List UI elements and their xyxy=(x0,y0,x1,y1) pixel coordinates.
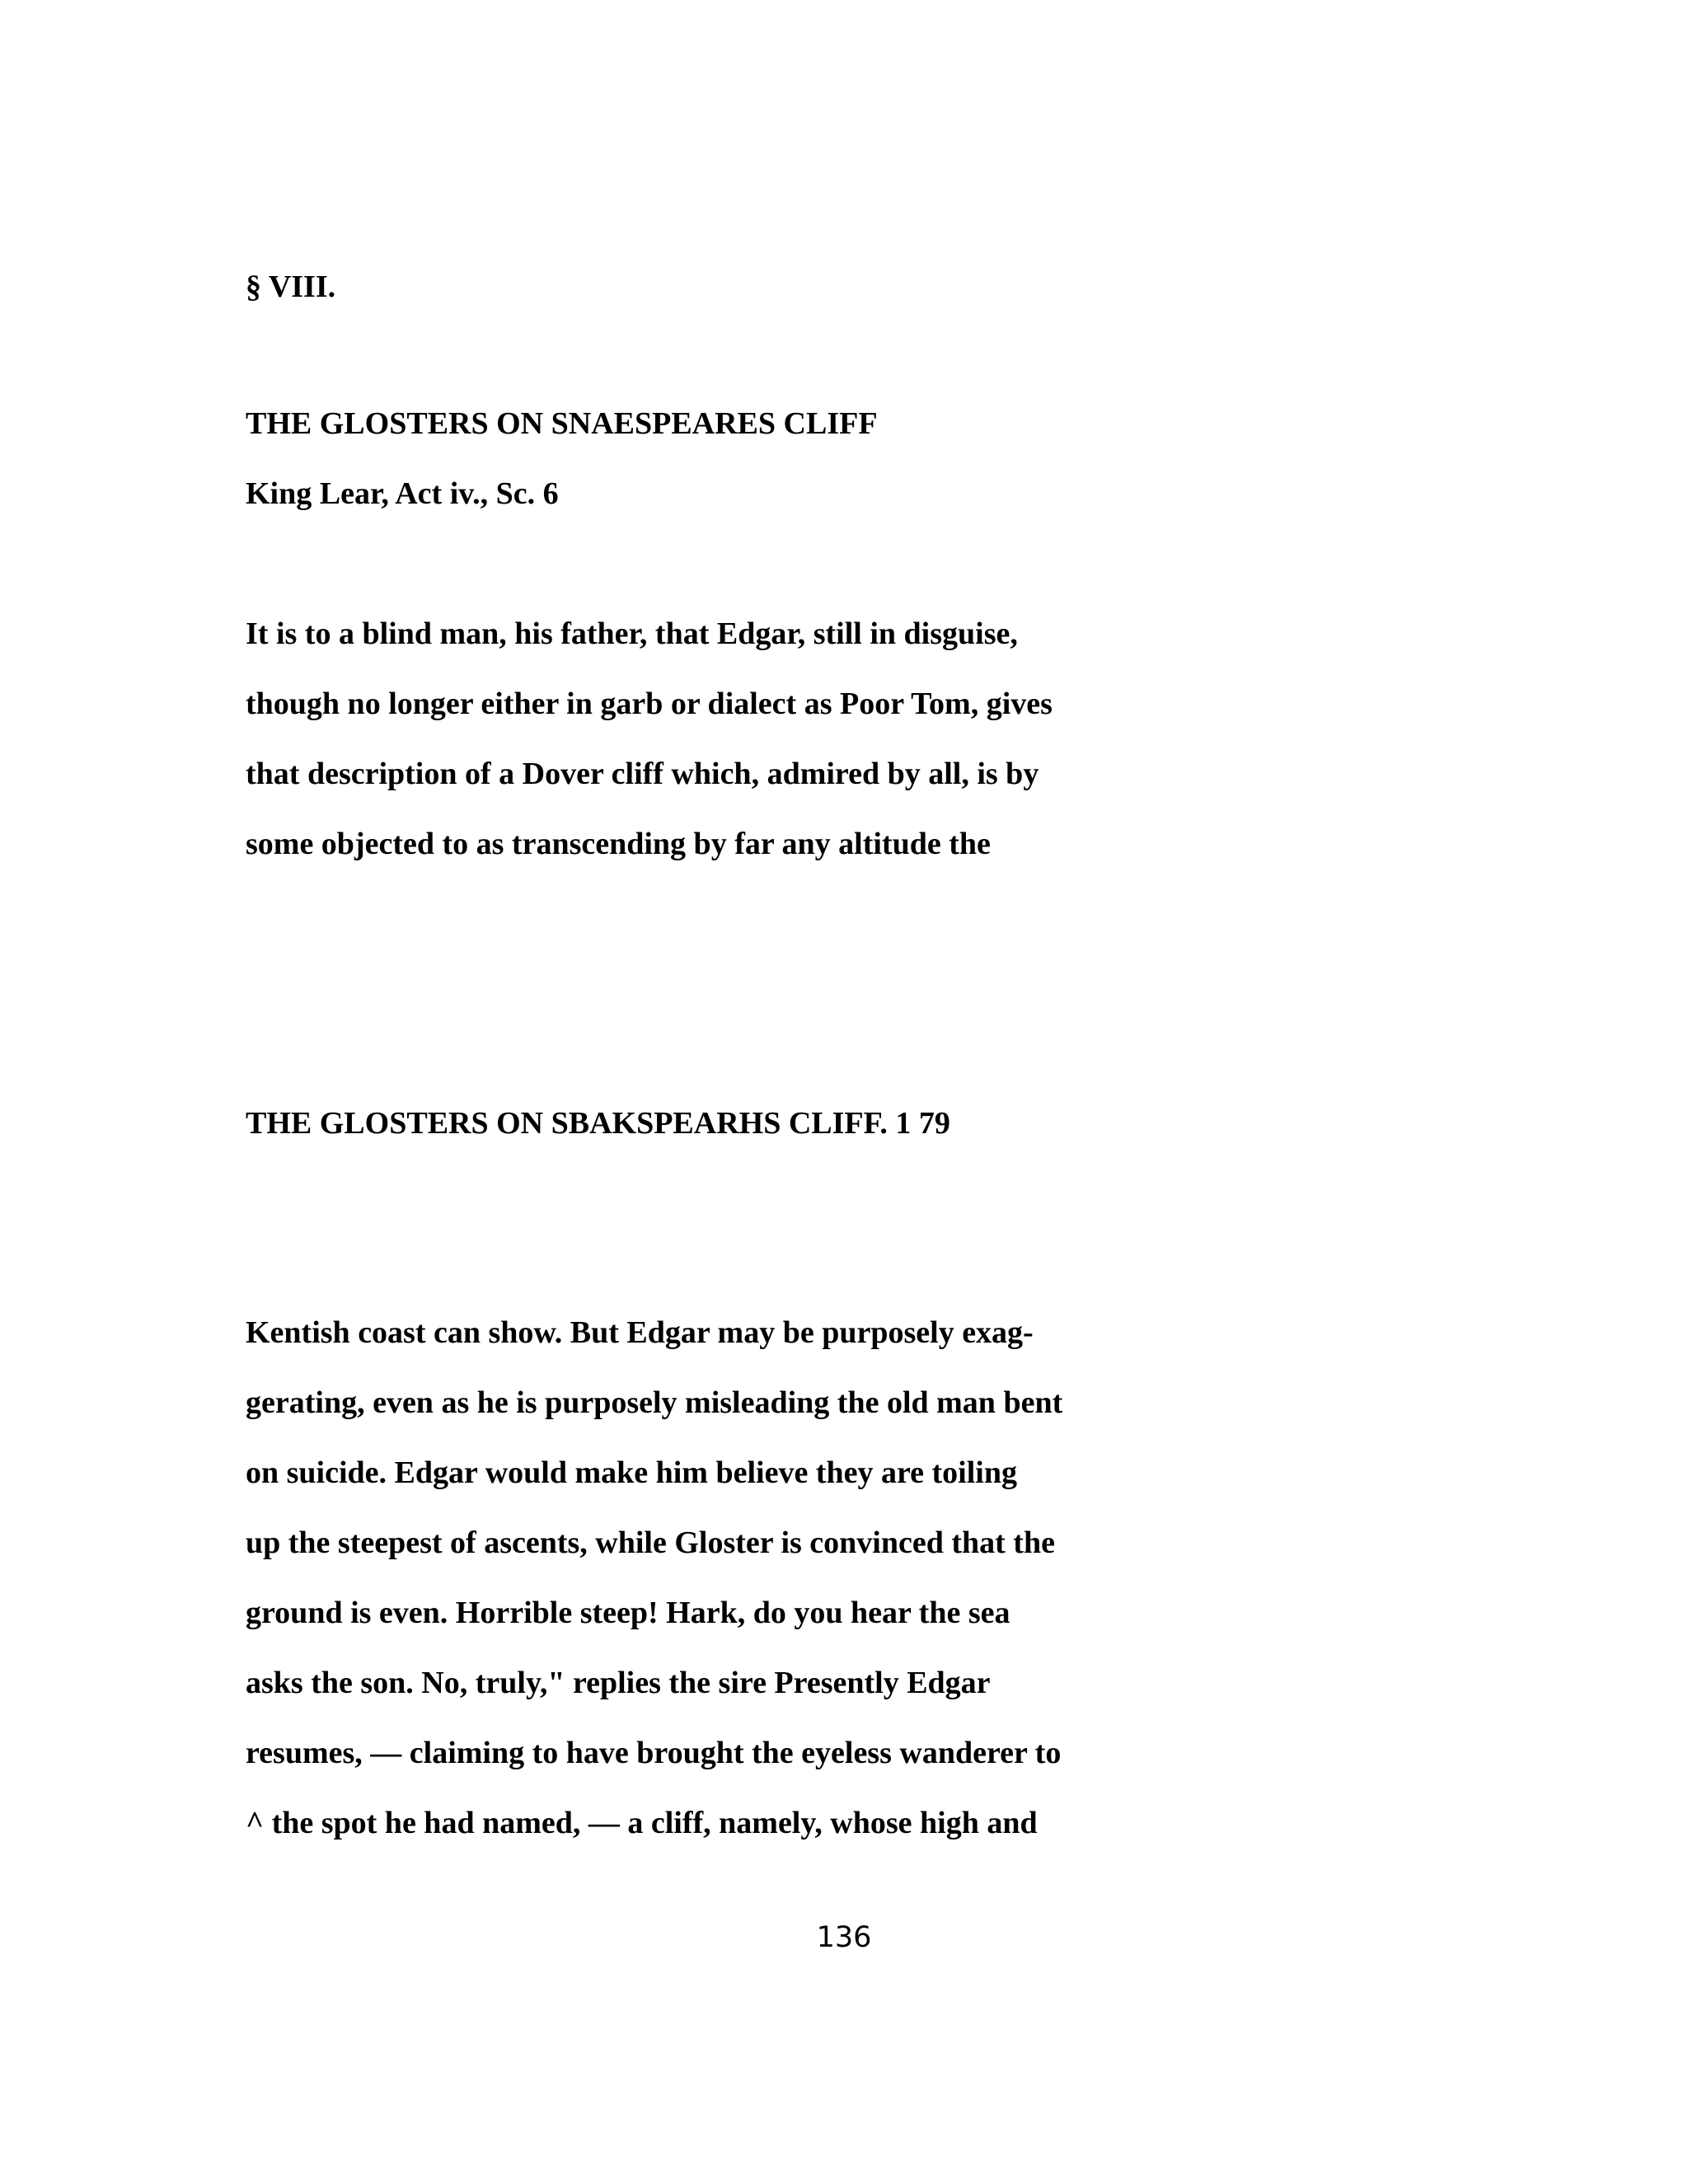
text-line: some objected to as transcending by far any altitude the xyxy=(246,827,991,861)
section-subheading: King Lear, Act iv., Sc. 6 xyxy=(246,476,559,511)
text-line: resumes, — claiming to have brought the eyeless wanderer to xyxy=(246,1736,1062,1770)
text-line: ground is even. Horrible steep! Hark, do you hear the sea xyxy=(246,1596,1010,1630)
running-header: THE GLOSTERS ON SBAKSPEARHS CLIFF. 1 79 xyxy=(246,1106,950,1141)
section-heading: THE GLOSTERS ON SNAESPEARES CLIFF xyxy=(246,406,878,441)
text-line: though no longer either in garb or dialect as Poor Tom, gives xyxy=(246,687,1053,721)
section-number: § VIII. xyxy=(246,269,336,304)
text-line: up the steepest of ascents, while Gloster is convinced that the xyxy=(246,1526,1055,1560)
text-line: on suicide. Edgar would make him believe they are toiling xyxy=(246,1455,1017,1490)
page-number: 136 xyxy=(816,1921,872,1954)
text-line: asks the son. No, truly," replies the sire Presently Edgar xyxy=(246,1666,991,1700)
text-line: that description of a Dover cliff which, admired by all, is by xyxy=(246,757,1039,791)
text-line: gerating, even as he is purposely misleading the old man bent xyxy=(246,1385,1063,1420)
text-line: ^ the spot he had named, — a cliff, namely, whose high and xyxy=(246,1806,1038,1840)
text-line: Kentish coast can show. But Edgar may be purposely exag- xyxy=(246,1315,1034,1350)
text-line: It is to a blind man, his father, that Edgar, still in disguise, xyxy=(246,616,1018,651)
